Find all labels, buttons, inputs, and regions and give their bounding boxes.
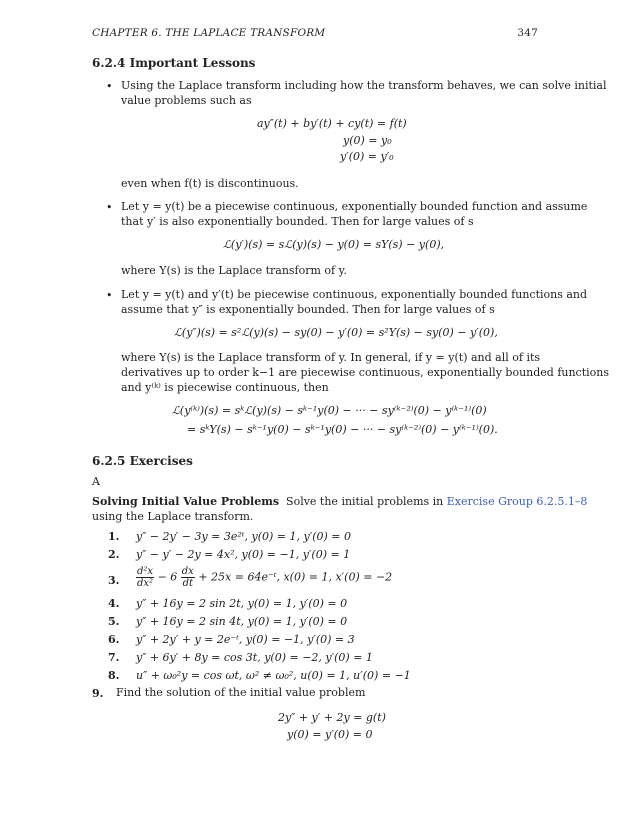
bullet-3-equation-a: ℒ(y⁽ᵏ⁾)(s) = sᵏℒ(y)(s) − sᵏ⁻¹y(0) − ··· − sy⁽ᵏ⁻²⁾(0) − y⁽ᵏ⁻¹⁾(0) (172, 404, 487, 417)
page-number: 347 (517, 27, 538, 39)
exercise-4-number: 4. (108, 597, 120, 610)
bullet-2-line-3: where Y(s) is the Laplace transform of y. (121, 264, 347, 277)
bullet-2-line-1: Let y = y(t) be a piecewise continuous, exponentially bounded function and assume (121, 200, 588, 213)
section-heading-6-2-5: 6.2.5 Exercises (92, 454, 193, 468)
exercise-7-equation: y″ + 6y′ + 8y = cos 3t, y(0) = −2, y′(0) = 1 (136, 651, 373, 664)
ivp-intro-line-2: using the Laplace transform. (92, 510, 254, 523)
exercise-group-link[interactable]: Exercise Group 6.2.5.1–8 (446, 495, 588, 508)
ivp-text: Solve the initial problems in (286, 495, 444, 508)
fraction-dx-dt (181, 566, 195, 589)
frac2-numerator: dx (181, 566, 194, 577)
exercise-9-equation-1: 2y″ + y′ + 2y = g(t) (278, 711, 386, 724)
chapter-title: CHAPTER 6. THE LAPLACE TRANSFORM (92, 27, 326, 39)
bullet-3-line-3: where Y(s) is the Laplace transform of y. In general, if y = y(t) and all of its (121, 351, 541, 364)
bullet-3-line-5: and y⁽ᵏ⁾ is piecewise continuous, then (121, 381, 329, 394)
exercise-3-number: 3. (108, 574, 120, 587)
exercise-2-number: 2. (108, 548, 120, 561)
section-heading-6-2-4: 6.2.4 Important Lessons (92, 56, 256, 70)
bullet-3-line-1: Let y = y(t) and y′(t) be piecewise continuous, exponentially bounded functions and (121, 288, 588, 301)
bullet-1-equation-3: y′(0) = y′₀ (340, 150, 394, 163)
exercise-6-equation: y″ + 2y′ + y = 2e⁻ᵗ, y(0) = −1, y′(0) = 3 (136, 633, 355, 646)
exercise-5-equation: y″ + 16y = 2 sin 4t, y(0) = 1, y′(0) = 0 (136, 615, 348, 628)
exercise-5-number: 5. (108, 615, 120, 628)
bullet-3-marker: • (106, 289, 113, 302)
exercise-9-equation-2: y(0) = y′(0) = 0 (287, 728, 373, 741)
subsection-label: A (92, 475, 100, 488)
exercise-2-equation: y″ − y′ − 2y = 4x², y(0) = −1, y′(0) = 1 (136, 548, 351, 561)
bullet-3-line-2: assume that y″ is exponentially bounded. Then for large values of s (121, 303, 495, 316)
ivp-title: Solving Initial Value Problems (92, 495, 280, 508)
exercise-9-text: Find the solution of the initial value problem (116, 686, 366, 699)
ivp-intro-line-1 (92, 494, 587, 510)
bullet-1-equation-2: y(0) = y₀ (343, 134, 392, 147)
exercise-8-equation: u″ + ω₀²y = cos ωt, ω² ≠ ω₀², u(0) = 1, u′(0) = −1 (136, 669, 411, 682)
bullet-2-equation: ℒ(y′)(s) = sℒ(y)(s) − y(0) = sY(s) − y(0), (223, 238, 445, 251)
bullet-3-line-4: derivatives up to order k−1 are piecewise continuous, exponentially bounded functions (121, 366, 610, 379)
bullet-3-equation: ℒ(y″)(s) = s²ℒ(y)(s) − sy(0) − y′(0) = s²Y(s) − sy(0) − y′(0), (174, 326, 498, 339)
bullet-2-marker: • (106, 201, 113, 214)
bullet-1-marker: • (106, 80, 113, 93)
frac1-numerator: d²x (137, 566, 154, 577)
exercise-6-number: 6. (108, 633, 120, 646)
exercise-3-equation (136, 566, 392, 589)
frac2-denominator: dt (182, 578, 194, 589)
bullet-1-line-1: Using the Laplace transform including how the transform behaves, we can solve initial (121, 79, 607, 92)
bullet-1-line-3: even when f(t) is discontinuous. (121, 177, 299, 190)
exercise-7-number: 7. (108, 651, 120, 664)
bullet-2-line-2: that y′ is also exponentially bounded. Then for large values of s (121, 215, 474, 228)
running-header (92, 27, 538, 43)
exercise-8-number: 8. (108, 669, 120, 682)
fraction-d2x-dx2 (136, 566, 154, 589)
bullet-1-equation-1: ay″(t) + by′(t) + cy(t) = f(t) (257, 117, 407, 130)
frac1-denominator: dx² (137, 578, 154, 589)
bullet-3-equation-b: = sᵏY(s) − sᵏ⁻¹y(0) − sᵏ⁻¹y(0) − ··· − sy⁽ᵏ⁻²⁾(0) − y⁽ᵏ⁻¹⁾(0). (187, 423, 498, 436)
exercise-1-equation: y″ − 2y′ − 3y = 3e²ᵗ, y(0) = 1, y′(0) = 0 (136, 530, 351, 543)
exercise-3-rest: + 25x = 64e⁻ᵗ, x(0) = 1, x′(0) = −2 (198, 570, 393, 584)
exercise-4-equation: y″ + 16y = 2 sin 2t, y(0) = 1, y′(0) = 0 (136, 597, 348, 610)
exercise-9-number: 9. (92, 687, 104, 700)
exercise-1-number: 1. (108, 530, 120, 543)
bullet-1-line-2: value problems such as (121, 94, 252, 107)
frac-separator: − 6 (157, 570, 178, 584)
